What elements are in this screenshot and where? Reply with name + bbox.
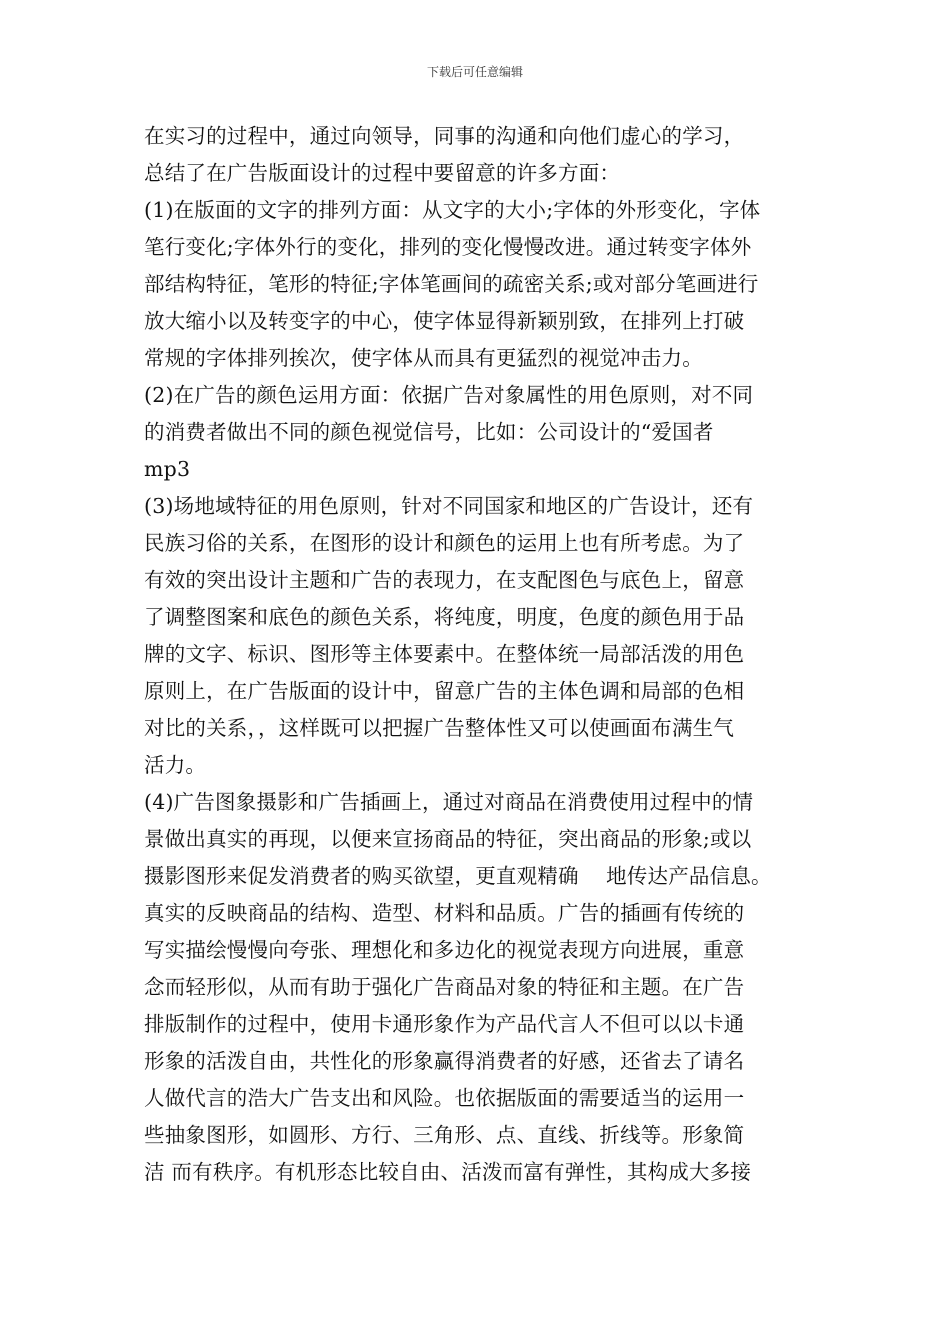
text-line-1: 在实习的过程中，通过向领导，同事的沟通和向他们虚心的学习， <box>144 124 745 148</box>
text-line-12: 民族习俗的关系，在图形的设计和颜色的运用上也有所考虑。为了 <box>144 531 745 555</box>
text-line-2: 总结了在广告版面设计的过程中要留意的许多方面： <box>144 161 621 185</box>
text-line-3: (1)在版面的文字的排列方面：从文字的大小;字体的外形变化，字体 <box>144 198 761 222</box>
text-line-5: 部结构特征，笔形的特征;字体笔画间的疏密关系;或对部分笔画进行 <box>144 272 759 296</box>
text-line-9: 的消费者做出不同的颜色视觉信号，比如：公司设计的“爱国者 <box>144 420 714 444</box>
text-line-18: 活力。 <box>144 753 207 777</box>
text-line-27: 人做代言的浩大广告支出和风险。也依据版面的需要适当的运用一 <box>144 1086 745 1110</box>
text-line-26: 形象的活泼自由，共性化的形象赢得消费者的好感，还省去了请名 <box>144 1049 745 1073</box>
text-line-25: 排版制作的过程中，使用卡通形象作为产品代言人不但可以以卡通 <box>144 1012 745 1036</box>
text-line-11: (3)场地域特征的用色原则，针对不同国家和地区的广告设计，还有 <box>144 494 754 518</box>
text-line-16: 原则上，在广告版面的设计中，留意广告的主体色调和局部的色相 <box>144 679 745 703</box>
text-line-28: 些抽象图形，如圆形、方行、三角形、点、直线、折线等。形象简 <box>144 1123 745 1147</box>
body-text <box>144 118 824 1191</box>
page-header: 下载后可任意编辑 <box>426 65 523 79</box>
text-line-7: 常规的字体排列挨次，使字体从而具有更猛烈的视觉冲击力。 <box>144 346 703 370</box>
text-line-17: 对比的关系，，这样既可以把握广告整体性又可以使画面布满生气 <box>144 716 735 740</box>
text-line-29: 洁 而有秩序。有机形态比较自由、活泼而富有弹性，其构成大多接 <box>144 1160 752 1184</box>
text-line-19: (4)广告图象摄影和广告插画上，通过对商品在消费使用过程中的情 <box>144 790 754 814</box>
text-line-24: 念而轻形似，从而有助于强化广告商品对象的特征和主题。在广告 <box>144 975 745 999</box>
text-line-8: (2)在广告的颜色运用方面：依据广告对象属性的用色原则，对不同 <box>144 383 754 407</box>
text-line-15: 牌的文字、标识、图形等主体要素中。在整体统一局部活泼的用色 <box>144 642 745 666</box>
text-line-10: mp3 <box>144 457 191 481</box>
text-line-20: 景做出真实的再现，以便来宣扬商品的特征，突出商品的形象;或以 <box>144 827 752 851</box>
text-line-4: 笔行变化;字体外行的变化，排列的变化慢慢改进。通过转变字体外 <box>144 235 752 259</box>
text-line-13: 有效的突出设计主题和广告的表现力，在支配图色与底色上，留意 <box>144 568 745 592</box>
text-line-6: 放大缩小以及转变字的中心，使字体显得新颖别致，在排列上打破 <box>144 309 745 333</box>
text-line-22: 真实的反映商品的结构、造型、材料和品质。广告的插画有传统的 <box>144 901 745 925</box>
text-line-23: 写实描绘慢慢向夸张、理想化和多边化的视觉表现方向进展，重意 <box>144 938 745 962</box>
text-line-14: 了调整图案和底色的颜色关系，将纯度，明度，色度的颜色用于品 <box>144 605 745 629</box>
text-line-21: 摄影图形来促发消费者的购买欲望，更直观精确 地传达产品信息。 <box>144 864 772 888</box>
